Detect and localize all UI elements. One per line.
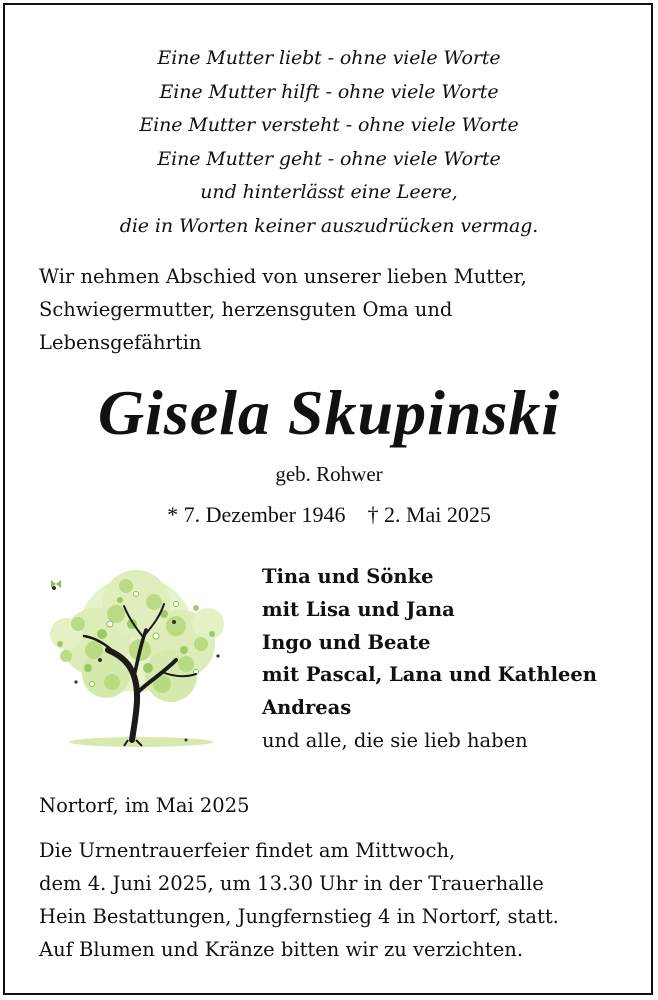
- intro-line: Wir nehmen Abschied von unserer lieben Mutter,: [39, 265, 527, 288]
- ceremony-line: Die Urnentrauerfeier findet am Mittwoch,: [39, 839, 456, 862]
- poem-verse: [0, 42, 658, 243]
- poem-line: Eine Mutter hilft - ohne viele Worte: [159, 80, 499, 103]
- ceremony-line: Auf Blumen und Kränze bitten wir zu verzichten.: [39, 938, 524, 961]
- deceased-name: Gisela Skupinski: [97, 377, 561, 448]
- poem-line: Eine Mutter liebt - ohne viele Worte: [157, 47, 501, 69]
- place-date: Nortorf, im Mai 2025: [39, 794, 250, 817]
- intro-text: [39, 260, 629, 359]
- poem-line: die in Worten keiner auszudrücken vermag.: [119, 214, 539, 237]
- poem-line: und hinterlässt eine Leere,: [200, 181, 458, 203]
- survivor-line: Ingo und Beate: [262, 630, 431, 654]
- survivors-list: [262, 561, 647, 758]
- survivor-line: mit Pascal, Lana und Kathleen: [262, 663, 597, 687]
- maiden-name: geb. Rohwer: [275, 462, 383, 486]
- survivor-line: Andreas: [262, 696, 352, 720]
- birth-date: * 7. Dezember 1946: [167, 502, 346, 527]
- intro-line: Schwiegermutter, herzensguten Oma und: [39, 298, 453, 321]
- intro-line: Lebensgefährtin: [39, 331, 202, 354]
- death-date: † 2. Mai 2025: [367, 502, 491, 527]
- poem-line: Eine Mutter geht - ohne viele Worte: [157, 147, 501, 170]
- flowering-tree-illustration: [36, 564, 236, 754]
- survivor-line: mit Lisa und Jana: [262, 597, 455, 621]
- ceremony-line: Hein Bestattungen, Jungfernstieg 4 in Nortorf, statt.: [39, 905, 559, 928]
- poem-line: Eine Mutter versteht - ohne viele Worte: [139, 114, 519, 136]
- ceremony-line: dem 4. Juni 2025, um 13.30 Uhr in der Trauerhalle: [39, 872, 544, 895]
- ceremony-info: [39, 834, 639, 966]
- life-dates: [0, 500, 658, 530]
- survivor-line: Tina und Sönke: [262, 565, 434, 588]
- closing-line: und alle, die sie lieb haben: [262, 728, 528, 752]
